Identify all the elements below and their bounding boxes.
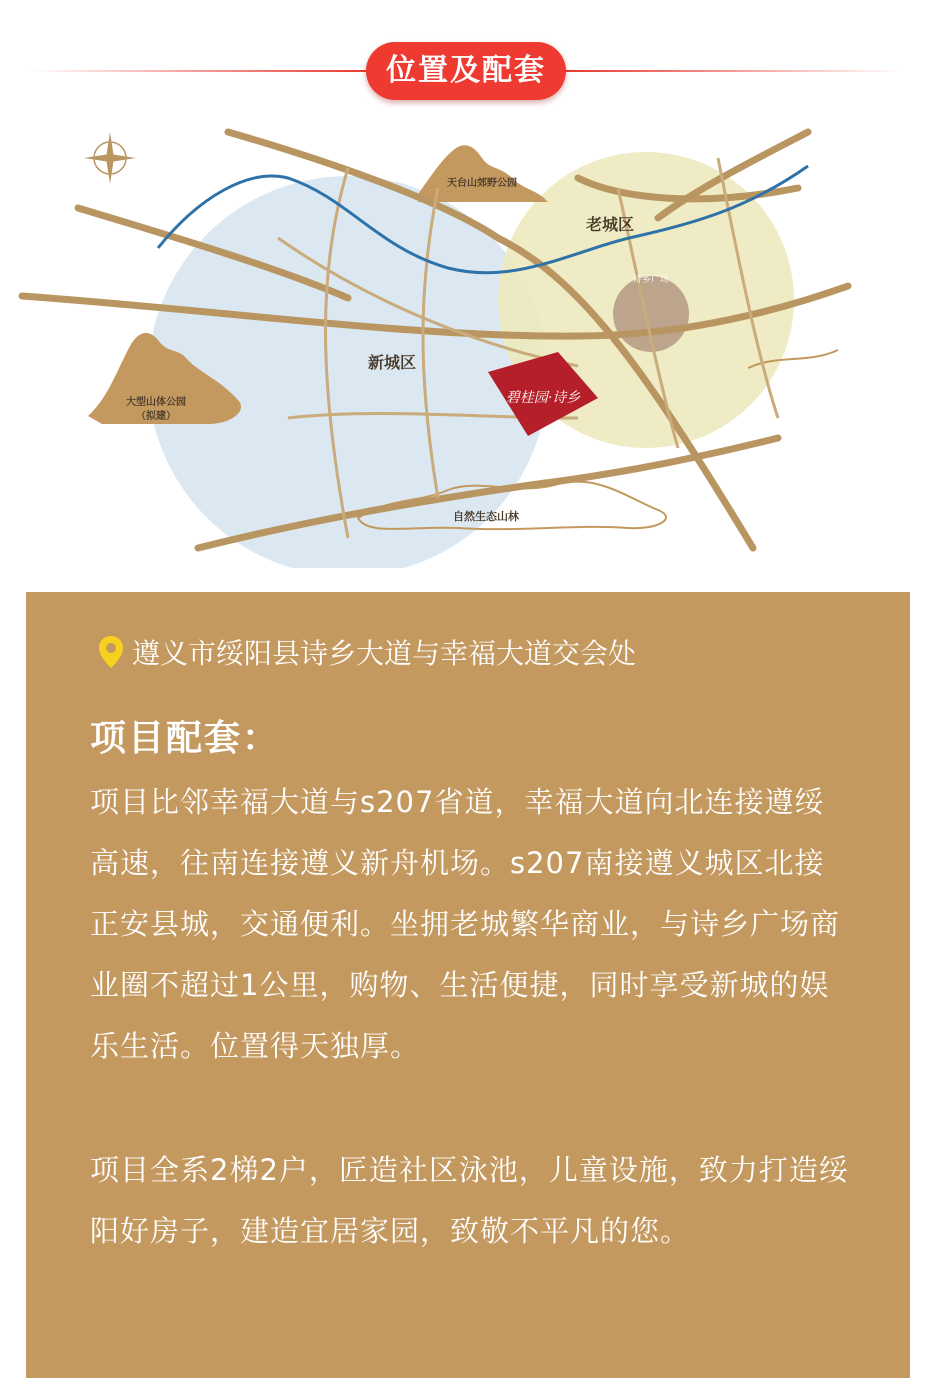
section-header [0, 36, 933, 106]
old-city-label: 老城区 [586, 215, 635, 234]
north-park-label: 天台山郊野公园 [447, 178, 517, 189]
west-park-sublabel: （拟建） [136, 411, 176, 422]
new-city-label: 新城区 [368, 353, 417, 372]
compass-rose-icon [84, 132, 136, 184]
landmark-label: 诗乡广场 [632, 275, 670, 285]
ecology-label: 自然生态山林 [453, 510, 519, 523]
address-row [98, 632, 636, 672]
amenities-heading: 项目配套： [90, 718, 281, 759]
map-canvas [18, 118, 858, 568]
info-panel [26, 592, 910, 1378]
section-title: 位置及配套 [366, 42, 566, 100]
amenities-paragraph-2: 项目全系2梯2户，匠造社区泳池，儿童设施，致力打造绥阳好房子，建造宜居家园，致敬不平凡的您。 [90, 1153, 849, 1248]
west-park-label: 大型山体公园 [126, 397, 186, 408]
header-divider-left [30, 70, 370, 72]
location-map [18, 118, 858, 568]
header-divider-right [563, 70, 903, 72]
address-text: 遵义市绥阳县诗乡大道与幸福大道交会处 [132, 637, 637, 670]
location-pin-icon [98, 635, 124, 669]
amenities-paragraph-1: 项目比邻幸福大道与s207省道，幸福大道向北连接遵绥高速，往南连接遵义新舟机场。s207南接遵义城区北接正安县城，交通便利。坐拥老城繁华商业，与诗乡广场商业圈不超过1公里，购物、生活便捷，同时享受新城的娱乐生活。位置得天独厚。 [90, 785, 841, 1063]
project-label: 碧桂园·诗乡 [505, 390, 581, 406]
